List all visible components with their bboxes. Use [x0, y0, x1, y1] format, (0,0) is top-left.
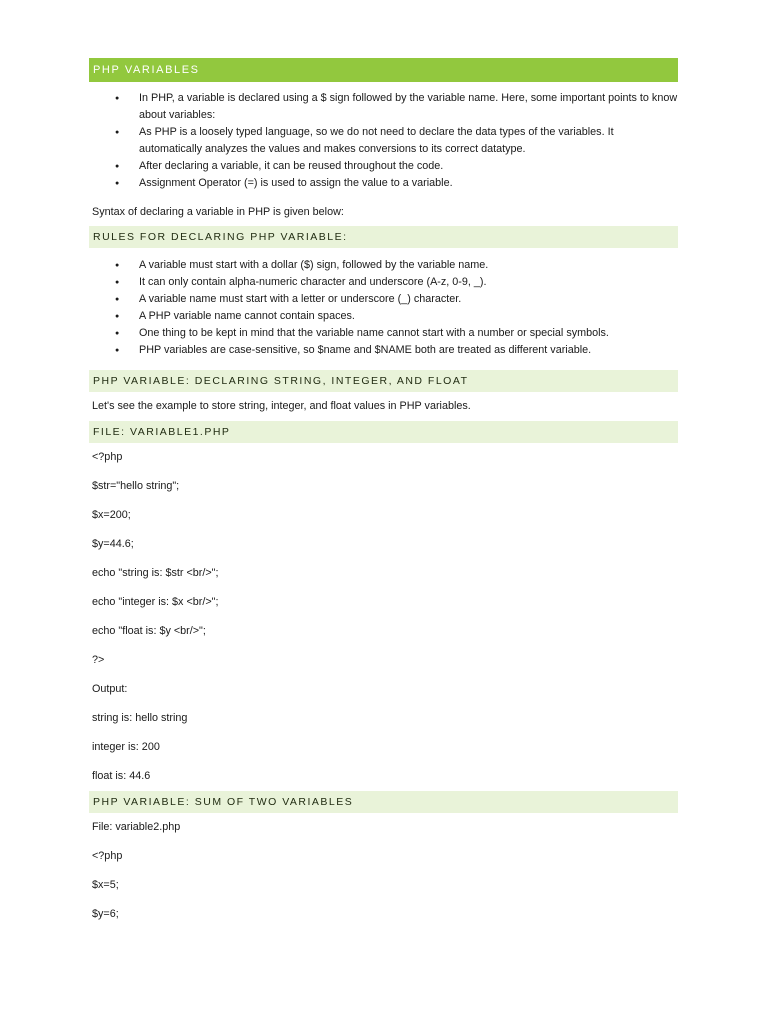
code-block-variable1: [89, 449, 678, 785]
list-item: ● A PHP variable name cannot contain spaces.: [89, 308, 678, 325]
output-label: Output:: [92, 683, 128, 695]
code-line: $str="hello string";: [92, 480, 180, 492]
php-variables-list: [89, 90, 678, 192]
code-line: echo "string is: $str <br/>";: [92, 567, 219, 579]
code-line: $x=200;: [92, 509, 131, 521]
list-item: ● A variable name must start with a letter or underscore (_) character.: [89, 291, 678, 308]
heading-sum: PHP VARIABLE: SUM OF TWO VARIABLES: [89, 791, 678, 813]
code-line: $y=6;: [92, 908, 119, 920]
code-line: ?>: [92, 654, 105, 666]
code-line: $x=5;: [92, 879, 119, 891]
list-item: ● In PHP, a variable is declared using a $ sign followed by the variable name. Here, some important points to know about variables:: [89, 90, 678, 124]
list-item: ● PHP variables are case-sensitive, so $name and $NAME both are treated as different variable.: [89, 342, 678, 359]
list-item: ● Assignment Operator (=) is used to assign the value to a variable.: [89, 175, 678, 192]
heading-php-variables: PHP VARIABLES: [89, 58, 678, 82]
output-line: string is: hello string: [92, 712, 188, 724]
code-block-variable2: [89, 819, 678, 923]
list-item: ● It can only contain alpha-numeric character and underscore (A-z, 0-9, _).: [89, 274, 678, 291]
syntax-paragraph: Syntax of declaring a variable in PHP is given below:: [92, 206, 344, 218]
file-label: File: variable2.php: [92, 821, 181, 833]
document-page: [89, 58, 678, 923]
list-item: ● One thing to be kept in mind that the variable name cannot start with a number or special symbols.: [89, 325, 678, 342]
rules-list: [89, 257, 678, 359]
code-line: echo "float is: $y <br/>";: [92, 625, 206, 637]
heading-declaring: PHP VARIABLE: DECLARING STRING, INTEGER, AND FLOAT: [89, 370, 678, 392]
heading-file-variable1: FILE: VARIABLE1.PHP: [89, 421, 678, 443]
code-line: $y=44.6;: [92, 538, 134, 550]
declaring-intro: Let's see the example to store string, integer, and float values in PHP variables.: [92, 400, 471, 412]
output-line: integer is: 200: [92, 741, 160, 753]
list-item: ● A variable must start with a dollar ($) sign, followed by the variable name.: [89, 257, 678, 274]
heading-rules: RULES FOR DECLARING PHP VARIABLE:: [89, 226, 678, 248]
code-line: echo "integer is: $x <br/>";: [92, 596, 219, 608]
code-line: <?php: [92, 451, 123, 463]
output-line: float is: 44.6: [92, 770, 151, 782]
code-line: <?php: [92, 850, 123, 862]
list-item: ● After declaring a variable, it can be reused throughout the code.: [89, 158, 678, 175]
list-item: ● As PHP is a loosely typed language, so we do not need to declare the data types of the variables. It automatically analyzes the values and makes conversions to its correct datatype.: [89, 124, 678, 158]
